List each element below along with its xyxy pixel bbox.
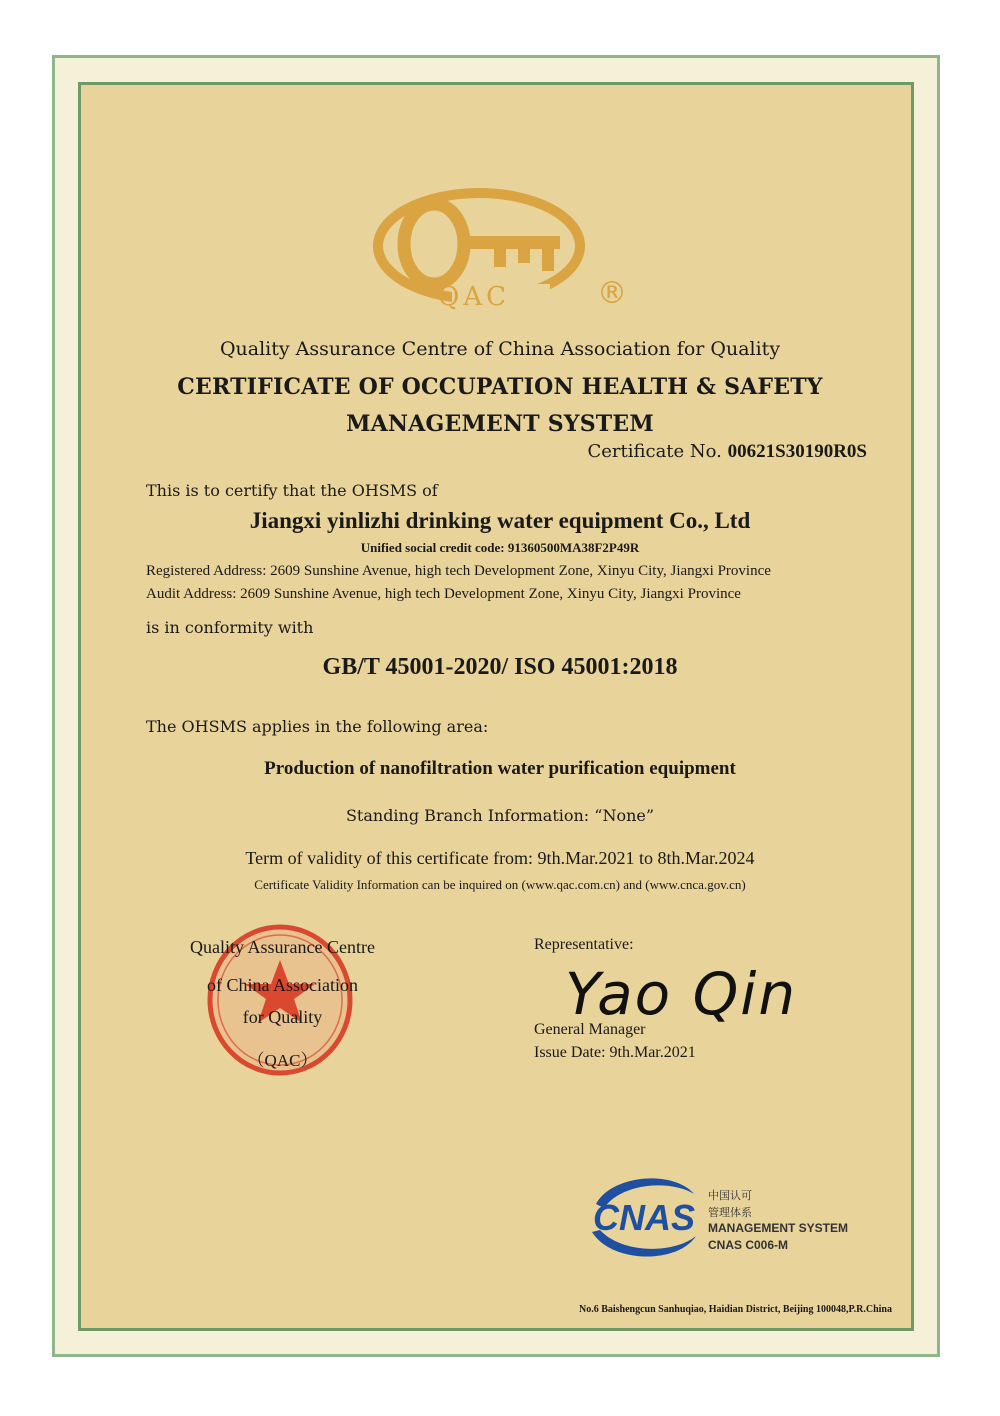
certify-intro: This is to certify that the OHSMS of	[146, 481, 438, 500]
certificate-title-line2: MANAGEMENT SYSTEM	[346, 411, 654, 437]
cnas-en-line2: CNAS C006-M	[708, 1238, 789, 1252]
applies-statement: The OHSMS applies in the following area:	[146, 717, 489, 736]
registered-address: Registered Address: 2609 Sunshine Avenue, high tech Development Zone, Xinyu City, Jiangxi Province	[146, 563, 771, 579]
standard-reference: GB/T 45001-2020/ ISO 45001:2018	[322, 654, 678, 680]
cnas-logo-text: CNAS	[592, 1197, 696, 1238]
branch-information: Standing Branch Information: “None”	[345, 806, 655, 825]
validity-term: Term of validity of this certificate from: 9th.Mar.2021 to 8th.Mar.2024	[245, 848, 755, 868]
issuer-line2: of China Association	[207, 975, 358, 995]
issuing-organization: Quality Assurance Centre of China Association for Quality	[219, 338, 781, 360]
cnas-logo-icon	[582, 1172, 706, 1264]
handwritten-signature: Yao Qin	[565, 960, 798, 1028]
issuer-address-footer: No.6 Baishengcun Sanhuqiao, Haidian District, Beijing 100048,P.R.China	[578, 1304, 892, 1315]
certificate-title-line1: CERTIFICATE OF OCCUPATION HEALTH & SAFETY	[177, 374, 823, 400]
signatory-role: General Manager	[534, 1021, 646, 1038]
issuer-line4: （QAC）	[247, 1051, 318, 1070]
registered-mark: ®	[597, 276, 627, 311]
certificate-number-label: Certificate No.	[587, 441, 722, 462]
issuer-line3: for Quality	[242, 1007, 323, 1027]
certificate-number-value: 00621S30190R0S	[727, 441, 867, 462]
validity-inquiry-note: Certificate Validity Information can be inquired on (www.qac.com.cn) and (www.cnca.gov.cn)	[254, 877, 746, 892]
company-name: Jiangxi yinlizhi drinking water equipment Co., Ltd	[249, 508, 751, 533]
issuer-line1: Quality Assurance Centre	[190, 937, 375, 957]
certification-scope: Production of nanofiltration water purification equipment	[264, 758, 736, 779]
issue-date: Issue Date: 9th.Mar.2021	[534, 1044, 696, 1061]
cnas-cn-line1: 中国认可	[708, 1189, 752, 1202]
certificate-number	[587, 441, 867, 463]
audit-address: Audit Address: 2609 Sunshine Avenue, high tech Development Zone, Xinyu City, Jiangxi Province	[146, 586, 741, 602]
qac-logo-text: QAC	[438, 282, 510, 312]
cnas-cn-line2: 管理体系	[708, 1206, 752, 1219]
representative-label: Representative:	[534, 936, 634, 953]
conformity-statement: is in conformity with	[146, 618, 314, 637]
cnas-en-line1: MANAGEMENT SYSTEM	[708, 1221, 849, 1235]
credit-code: Unified social credit code: 91360500MA38F2P49R	[360, 540, 640, 555]
